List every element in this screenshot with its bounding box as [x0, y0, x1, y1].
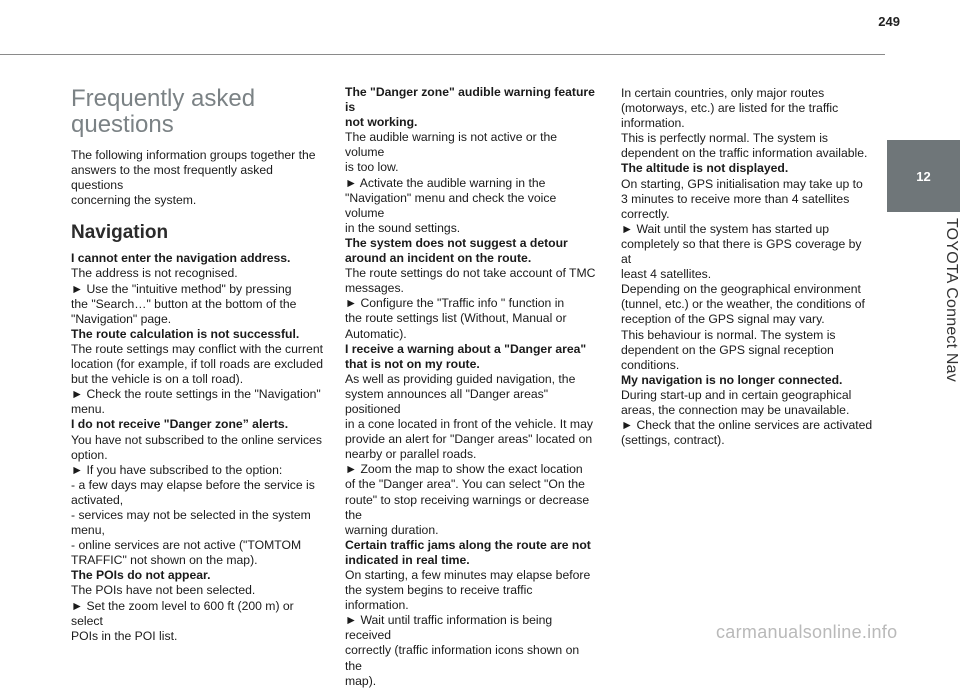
section-heading: Navigation	[71, 222, 169, 244]
column-1	[71, 86, 323, 644]
faq-item	[345, 85, 597, 236]
faq-item	[71, 568, 323, 643]
faq-question: The route calculation is not successful.	[71, 326, 300, 341]
faq-answer: The audible warning is not active or the volume is too low. ► Activate the audible warning in the "Navigation" menu and check the voice volume in the sound settings.	[345, 130, 558, 235]
faq-answer: On starting, a few minutes may elapse before the system begins to receive traffic information. ► Wait until traffic information is being received correctly (traffic information icons shown on the map).	[345, 568, 591, 688]
faq-item	[345, 342, 597, 538]
faq-answer: The address is not recognised. ► Use the "intuitive method" by pressing the "Search…" button at the bottom of the "Navigation" page.	[71, 266, 297, 326]
lead-text: In certain countries, only major routes (motorways, etc.) are listed for the traffic information. This is perfectly normal. The system is dependent on the traffic information available.	[621, 86, 868, 161]
chapter-title: TOYOTA Connect Nav	[943, 218, 960, 382]
faq-question: I cannot enter the navigation address.	[71, 251, 291, 266]
faq-answer: The POIs have not been selected. ► Set the zoom level to 600 ft (200 m) or select POIs in the POI list.	[71, 583, 294, 643]
faq-question: I receive a warning about a "Danger area" that is not on my route.	[345, 341, 587, 371]
faq-item	[71, 251, 323, 326]
faq-question: I do not receive "Danger zone” alerts.	[71, 417, 289, 432]
faq-item	[71, 417, 323, 568]
faq-question: The altitude is not displayed.	[621, 161, 789, 176]
faq-answer: You have not subscribed to the online services option. ► If you have subscribed to the option: - a few days may elapse before the service is activated, - services may not be selected in the system menu, - online services are not active ("TOMTOM TRAFFIC" not shown on the map).	[71, 432, 322, 568]
faq-question: The "Danger zone" audible warning feature is not working.	[345, 85, 595, 130]
page-title: Frequently asked questions	[71, 85, 256, 138]
column-3	[621, 86, 873, 448]
faq-question: The POIs do not appear.	[71, 568, 211, 583]
faq-answer: On starting, GPS initialisation may take up to 3 minutes to receive more than 4 satellites correctly. ► Wait until the system has started up completely so that there is GPS coverage by at least 4 satellites. Depending on the geographical environment (tunnel, etc.) or the weather, the conditions of reception of the GPS signal may vary. This behaviour is normal. The system is dependent on the GPS signal reception conditions.	[621, 176, 865, 372]
faq-item	[621, 373, 873, 448]
faq-item	[71, 327, 323, 418]
watermark: carmanualsonline.info	[716, 622, 898, 642]
faq-item	[345, 538, 597, 689]
faq-answer: During start-up and in certain geographical areas, the connection may be unavailable. ► Check that the online services are activated (settings, contract).	[621, 387, 873, 448]
faq-answer: The route settings may conflict with the current location (for example, if toll roads are excluded but the vehicle is on a toll road). ► Check the route settings in the "Navigation" menu.	[71, 341, 324, 417]
intro-text: The following information groups together the answers to the most frequently asked questions concerning the system.	[71, 148, 316, 208]
faq-item	[621, 161, 873, 372]
page-number: 249	[878, 14, 900, 29]
header-divider	[0, 54, 885, 55]
faq-question: The system does not suggest a detour around an incident on the route.	[345, 235, 568, 266]
faq-item	[345, 236, 597, 342]
faq-answer: The route settings do not take account of TMC messages. ► Configure the "Traffic info " function in the route settings list (Without, Manual or Automatic).	[345, 266, 596, 341]
column-2	[345, 85, 597, 689]
faq-question: My navigation is no longer connected.	[621, 372, 843, 387]
chapter-tab: 12	[887, 140, 960, 212]
faq-question: Certain traffic jams along the route are not indicated in real time.	[345, 537, 591, 567]
faq-answer: As well as providing guided navigation, the system announces all "Danger areas" positioned in a cone located in front of the vehicle. It may provide an alert for "Danger areas" located on nearby or parallel roads. ► Zoom the map to show the exact location of the "Danger area". You can select "On the route" to stop receiving warnings or decrease the warning duration.	[345, 371, 593, 537]
